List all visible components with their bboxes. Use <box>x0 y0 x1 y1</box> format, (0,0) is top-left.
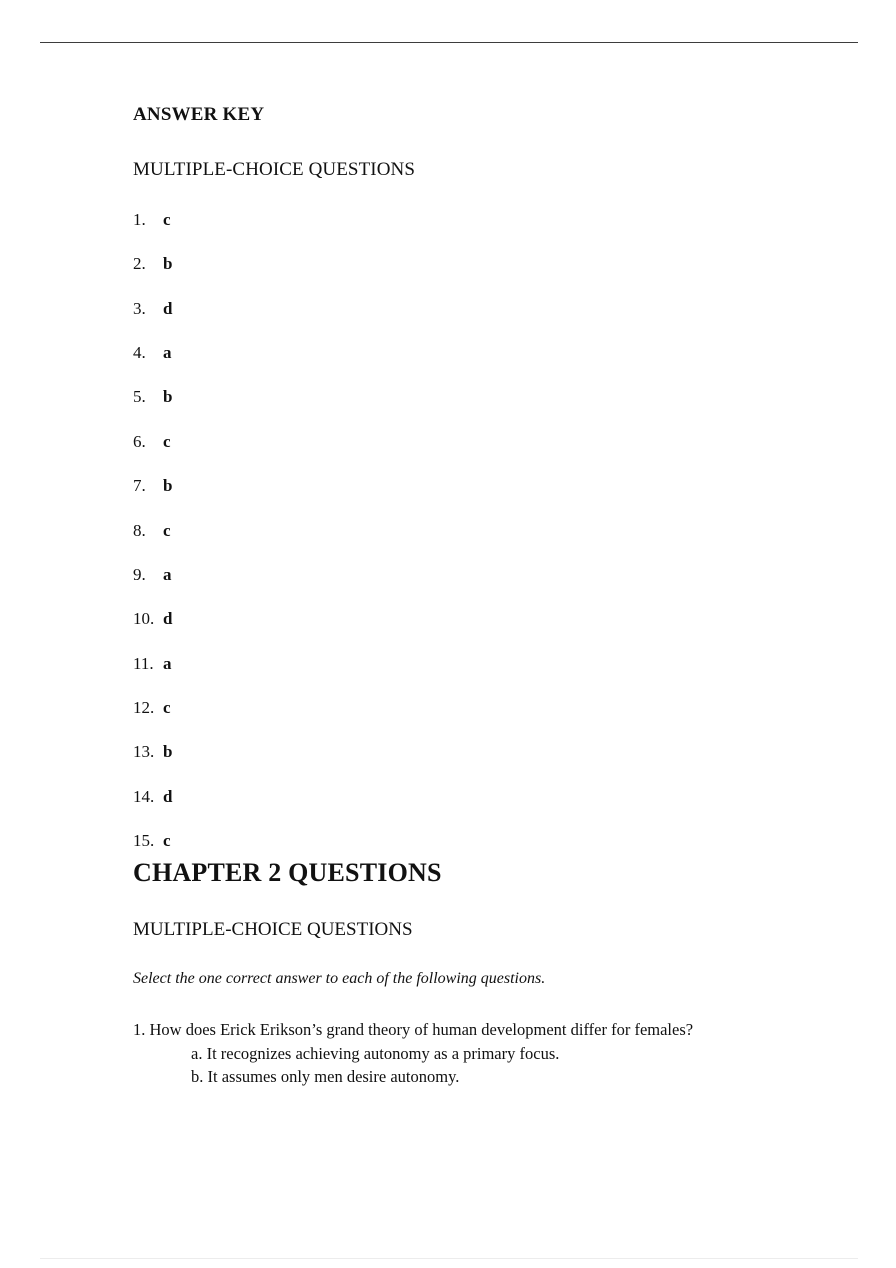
answer-number: 3. <box>133 298 146 318</box>
answer-item <box>133 255 833 299</box>
answer-item <box>133 477 833 521</box>
answer-item <box>133 832 833 858</box>
answer-number: 12. <box>133 698 155 718</box>
answer-letter: b <box>163 254 173 274</box>
footer-rule <box>40 1258 858 1259</box>
answer-letter: c <box>163 698 171 718</box>
answer-letter: c <box>163 520 171 540</box>
answer-item <box>133 388 833 432</box>
answer-letter: b <box>163 387 173 407</box>
answer-item <box>133 788 833 832</box>
answer-letter: a <box>163 342 172 362</box>
answer-item <box>133 300 833 344</box>
answer-item <box>133 344 833 388</box>
answer-letter: d <box>163 609 173 629</box>
answer-letter: b <box>163 476 173 496</box>
answer-item <box>133 610 833 654</box>
answer-letter: c <box>163 431 171 451</box>
answer-item <box>133 211 833 255</box>
answer-item <box>133 743 833 787</box>
answer-number: 13. <box>133 742 155 762</box>
answer-number: 10. <box>133 609 155 629</box>
chapter-section-heading: MULTIPLE-CHOICE QUESTIONS <box>133 919 413 941</box>
answer-number: 8. <box>133 520 146 540</box>
question-option: a. It recognizes achieving autonomy as a primary focus. <box>191 1043 560 1063</box>
answer-letter: b <box>163 742 173 762</box>
answer-letter: a <box>163 653 172 673</box>
header-rule <box>40 42 858 43</box>
answer-item <box>133 566 833 610</box>
question-text: 1. How does Erick Erikson’s grand theory of human development differ for females? <box>133 1020 694 1040</box>
answer-number: 14. <box>133 786 155 806</box>
answer-key-list <box>133 211 833 858</box>
answer-item <box>133 655 833 699</box>
answer-number: 7. <box>133 476 146 496</box>
answer-letter: c <box>163 831 171 851</box>
answer-number: 11. <box>133 653 154 673</box>
question-option: b. It assumes only men desire autonomy. <box>191 1067 460 1087</box>
answer-number: 5. <box>133 387 146 407</box>
answer-number: 6. <box>133 431 146 451</box>
answer-number: 1. <box>133 209 146 229</box>
answer-item <box>133 699 833 743</box>
answer-item <box>133 522 833 566</box>
answer-number: 4. <box>133 342 146 362</box>
answer-letter: d <box>163 786 173 806</box>
chapter-heading: CHAPTER 2 QUESTIONS <box>133 858 442 888</box>
answer-letter: d <box>163 298 173 318</box>
question-block <box>133 1018 833 1088</box>
document-content <box>133 105 833 1088</box>
answer-number: 15. <box>133 831 155 851</box>
answer-letter: c <box>163 209 171 229</box>
answer-number: 9. <box>133 564 146 584</box>
instruction-text: Select the one correct answer to each of the following questions. <box>133 970 546 988</box>
answer-key-heading: ANSWER KEY <box>133 104 265 125</box>
answer-number: 2. <box>133 254 146 274</box>
answer-key-section-heading: MULTIPLE-CHOICE QUESTIONS <box>133 158 416 180</box>
answer-item <box>133 433 833 477</box>
answer-letter: a <box>163 564 172 584</box>
